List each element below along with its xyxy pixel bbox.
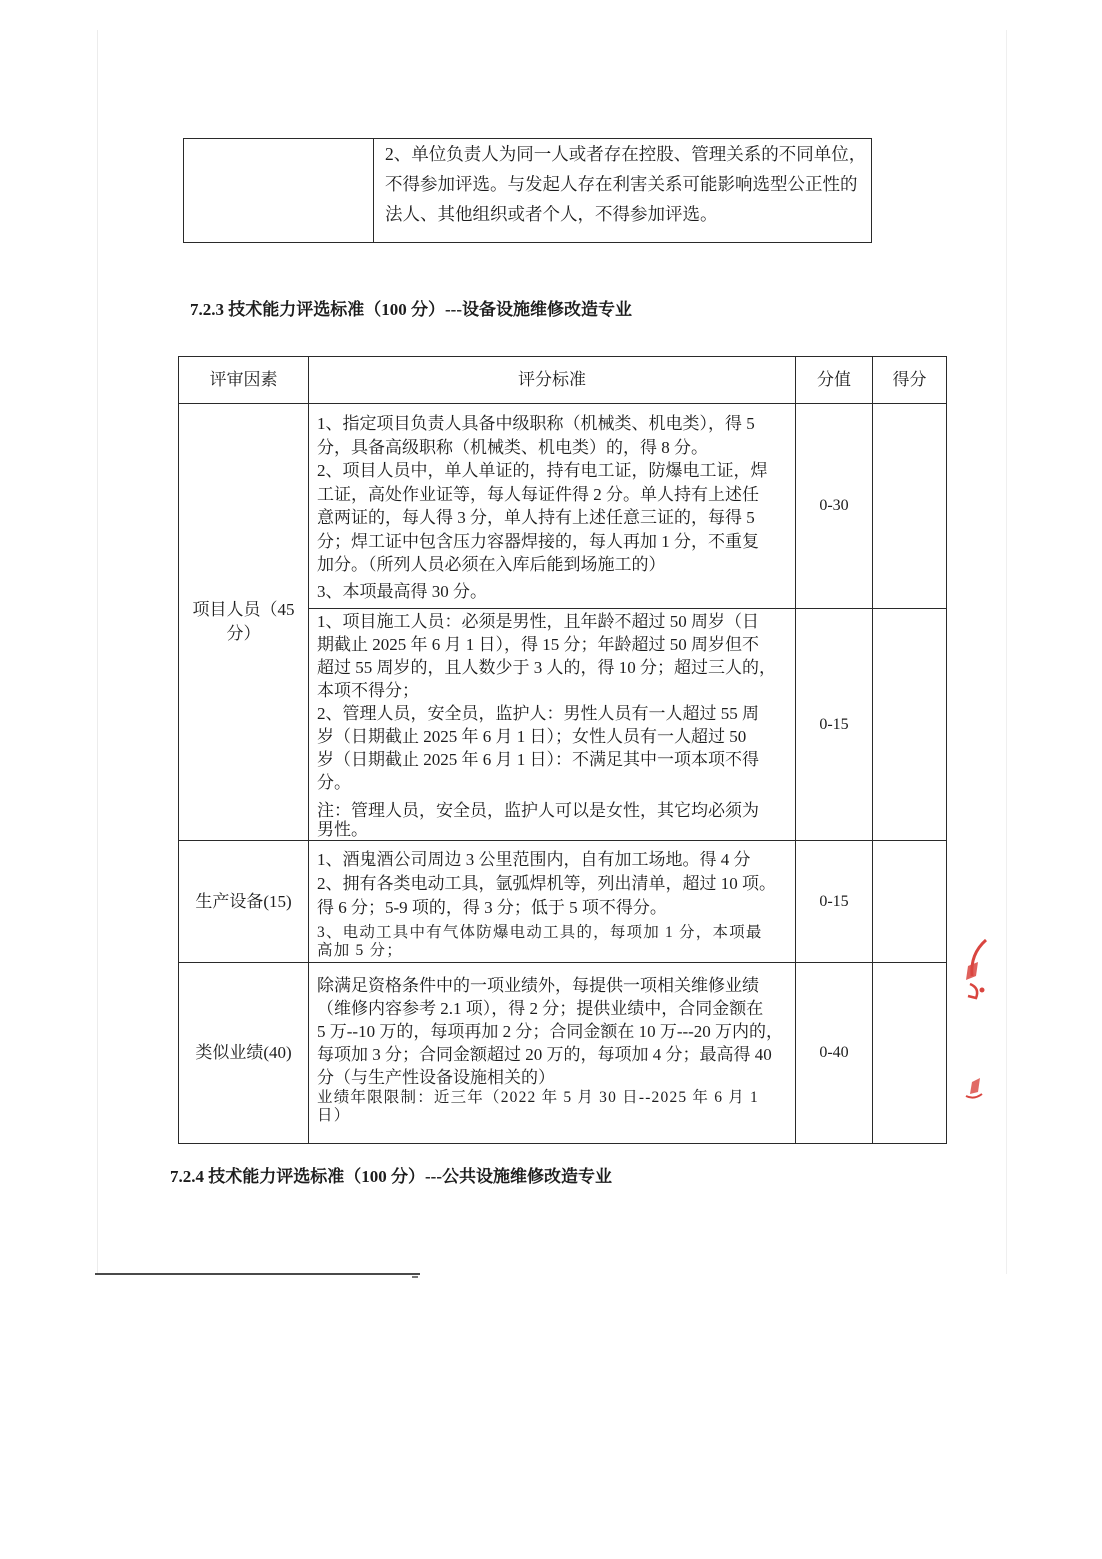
score-cell (873, 404, 947, 609)
header-criteria-label: 评分标准 (518, 370, 586, 389)
range-value: 0-15 (819, 892, 849, 910)
factor-label: 类似业绩(40) (195, 1043, 292, 1062)
red-seal-fragment (956, 936, 992, 1108)
criteria-cell (309, 609, 796, 841)
range-value: 0-15 (819, 715, 849, 733)
criteria-line: 1、指定项目负责人具备中级职称（机械类、机电类），得 5 (317, 414, 755, 433)
criteria-line: 5 万--10 万的，每项再加 2 分；合同金额在 10 万---20 万内的， (317, 1022, 784, 1041)
factor-label: 项目人员（45 (192, 600, 295, 619)
continuation-table (183, 138, 872, 243)
criteria-line: 2、项目人员中，单人单证的，持有电工证，防爆电工证，焊 (317, 461, 768, 480)
criteria-cell (309, 963, 796, 1144)
continuation-line: 不得参加评选。与发起人存在利害关系可能影响选型公正性的 (385, 174, 858, 194)
section-heading-7-2-4: 7.2.4 技术能力评选标准（100 分）---公共设施维修改造专业 (170, 1167, 612, 1186)
range-value: 0-40 (819, 1044, 849, 1061)
criteria-note-line: 男性。 (317, 820, 368, 839)
header-range-label: 分值 (817, 370, 851, 389)
criteria-line: 每项加 3 分；合同金额超过 20 万的，每项加 4 分；最高得 40 (317, 1045, 772, 1064)
factor-cell-equipment (179, 841, 309, 963)
criteria-line: 分；焊工证中包含压力容器焊接的，每人再加 1 分，不重复 (317, 531, 759, 551)
criteria-line: 期截止 2025 年 6 月 1 日），得 15 分；年龄超过 50 周岁但不 (317, 635, 759, 654)
criteria-line: 分，具备高级职称（机械类、机电类）的，得 8 分。 (317, 437, 708, 457)
score-cell (873, 609, 947, 841)
header-criteria (309, 357, 796, 404)
header-score (873, 357, 947, 404)
criteria-line: 分。 (317, 773, 351, 792)
criteria-line: 2、拥有各类电动工具，氩弧焊机等，列出清单，超过 10 项。 (317, 874, 776, 893)
scan-edge-mark (412, 1276, 418, 1278)
criteria-line: 3、电动工具中有气体防爆电动工具的，每项加 1 分，本项最 (317, 924, 763, 941)
header-factor-label: 评审因素 (209, 370, 278, 389)
factor-cell-performance (179, 963, 309, 1144)
criteria-line: 岁（日期截止 2025 年 6 月 1 日）；女性人员有一人超过 50 (317, 727, 747, 746)
header-score-label: 得分 (892, 370, 927, 389)
factor-label: 分） (226, 624, 261, 643)
criteria-cell (309, 841, 796, 963)
criteria-line: 2、管理人员，安全员，监护人：男性人员有一人超过 55 周 (317, 704, 759, 723)
range-cell (796, 609, 873, 841)
criteria-line: 3、本项最高得 30 分。 (317, 581, 487, 601)
score-cell (873, 841, 947, 963)
criteria-line: 岁（日期截止 2025 年 6 月 1 日）：不满足其中一项本项不得 (317, 750, 759, 769)
range-cell (796, 404, 873, 609)
criteria-note-line: 注：管理人员，安全员，监护人可以是女性，其它均必须为 (317, 801, 759, 820)
scoring-table (178, 356, 947, 1144)
header-range (796, 357, 873, 404)
factor-label: 生产设备(15) (195, 891, 292, 911)
continuation-line: 法人、其他组织或者个人，不得参加评选。 (385, 204, 718, 224)
criteria-line: 工证，高处作业证等，每人每证件得 2 分。单人持有上述任 (317, 484, 759, 504)
criteria-line: 1、酒鬼酒公司周边 3 公里范围内，自有加工场地。得 4 分 (317, 850, 751, 869)
range-cell (796, 841, 873, 963)
criteria-cell (309, 404, 796, 609)
score-cell (873, 963, 947, 1144)
continuation-text-cell (374, 139, 871, 229)
criteria-line: 高加 5 分； (317, 942, 403, 959)
criteria-line: （维修内容参考 2.1 项），得 2 分；提供业绩中，合同金额在 (317, 999, 764, 1018)
criteria-line: 加分。（所列人员必须在入库后能到场施工的） (317, 555, 666, 574)
criteria-line: 本项不得分； (317, 681, 419, 700)
criteria-line: 业绩年限限制：近三年（2022 年 5 月 30 日--2025 年 6 月 1 (317, 1089, 759, 1106)
range-cell (796, 963, 873, 1144)
scan-edge-line (95, 1273, 420, 1275)
factor-cell-personnel (179, 404, 309, 841)
criteria-line: 意两证的，每人得 3 分，单人持有上述任意三证的，每得 5 (317, 508, 755, 527)
continuation-empty-cell (184, 139, 374, 242)
criteria-line: 分（与生产性设备设施相关的） (317, 1068, 555, 1087)
range-value: 0-30 (819, 497, 849, 514)
section-heading-7-2-3: 7.2.3 技术能力评选标准（100 分）---设备设施维修改造专业 (190, 300, 632, 319)
criteria-line: 日） (317, 1107, 351, 1124)
criteria-line: 得 6 分；5-9 项的，得 3 分；低于 5 项不得分。 (317, 898, 667, 917)
criteria-line: 1、项目施工人员：必须是男性，且年龄不超过 50 周岁（日 (317, 612, 759, 631)
header-factor (179, 357, 309, 404)
criteria-line: 除满足资格条件中的一项业绩外，每提供一项相关维修业绩 (317, 976, 759, 995)
criteria-line: 超过 55 周岁的，且人数少于 3 人的，得 10 分；超过三人的， (317, 658, 776, 677)
continuation-line: 2、单位负责人为同一人或者存在控股、管理关系的不同单位， (385, 144, 867, 164)
